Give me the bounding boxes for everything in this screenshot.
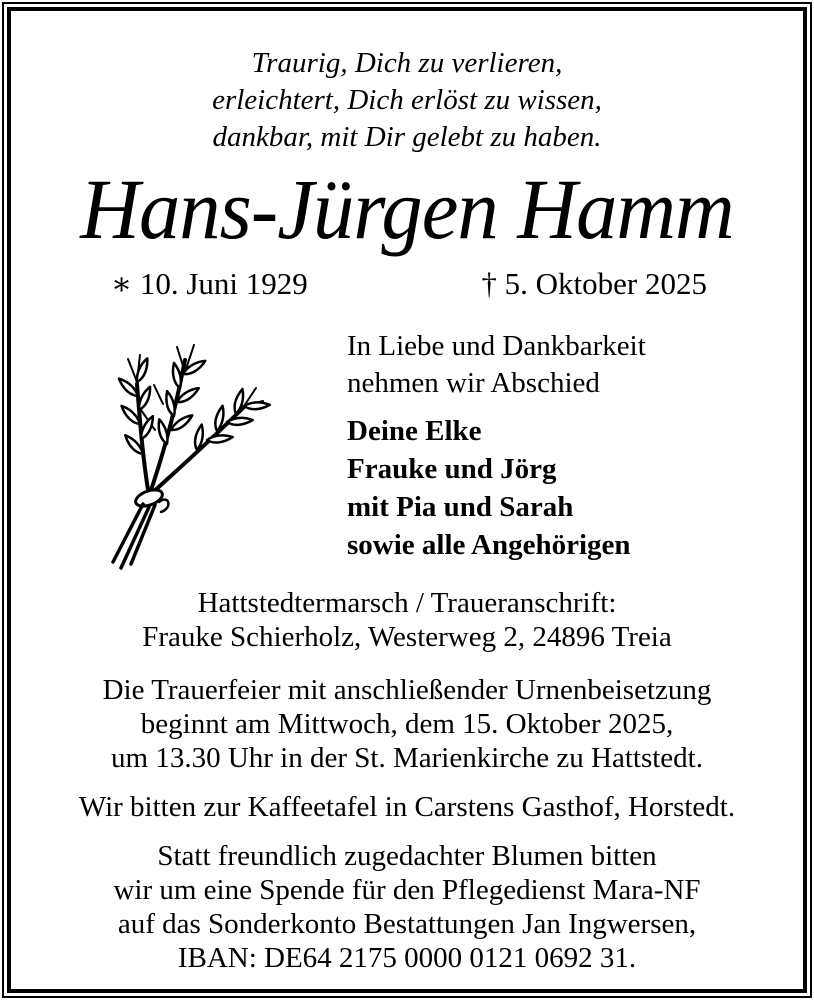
deceased-name: Hans-Jürgen Hamm bbox=[80, 161, 734, 257]
birth-date: ∗ 10. Juni 1929 bbox=[111, 266, 308, 301]
service-line: um 13.30 Uhr in der St. Marienkirche zu Hattstedt. bbox=[111, 742, 703, 774]
funeral-service-info bbox=[11, 673, 803, 775]
farewell-line: nehmen wir Abschied bbox=[347, 367, 600, 399]
mourner-line: sowie alle Angehörigen bbox=[347, 529, 631, 561]
donation-line: IBAN: DE64 2175 0000 0121 0692 31. bbox=[177, 942, 637, 974]
mourning-address bbox=[11, 586, 803, 654]
mourner-line: mit Pia und Sarah bbox=[347, 491, 574, 523]
epigraph bbox=[11, 45, 803, 156]
farewell-line: In Liebe und Dankbarkeit bbox=[347, 330, 646, 362]
epigraph-line: dankbar, mit Dir gelebt zu haben. bbox=[212, 121, 602, 153]
death-date: † 5. Oktober 2025 bbox=[481, 266, 707, 301]
middle-row bbox=[11, 326, 803, 574]
mourners-list bbox=[347, 412, 646, 564]
wheat-sheaf-icon bbox=[97, 326, 279, 577]
donation-line: wir um eine Spende für den Pflegedienst Mara-NF bbox=[113, 874, 701, 906]
mourner-line: Frauke und Jörg bbox=[347, 453, 557, 485]
donation-line: Statt freundlich zugedachter Blumen bitten bbox=[157, 840, 657, 872]
address-line: Hattstedtermarsch / Traueranschrift: bbox=[197, 587, 617, 619]
coffee-invitation: Wir bitten zur Kaffeetafel in Carstens Gasthof, Horstedt. bbox=[78, 791, 736, 823]
epigraph-line: Traurig, Dich zu verlieren, bbox=[251, 47, 563, 79]
mourner-line: Deine Elke bbox=[347, 415, 482, 447]
family-block bbox=[347, 326, 646, 564]
address-line: Frauke Schierholz, Westerweg 2, 24896 Treia bbox=[142, 621, 672, 653]
donation-line: auf das Sonderkonto Bestattungen Jan Ingwersen, bbox=[117, 908, 697, 940]
donation-request bbox=[11, 839, 803, 975]
farewell-text bbox=[347, 328, 646, 402]
obituary-notice bbox=[7, 7, 807, 993]
life-dates bbox=[11, 264, 803, 304]
service-line: Die Trauerfeier mit anschließender Urnenbeisetzung bbox=[102, 674, 712, 706]
service-line: beginnt am Mittwoch, dem 15. Oktober 2025, bbox=[140, 708, 674, 740]
epigraph-line: erleichtert, Dich erlöst zu wissen, bbox=[212, 84, 602, 116]
